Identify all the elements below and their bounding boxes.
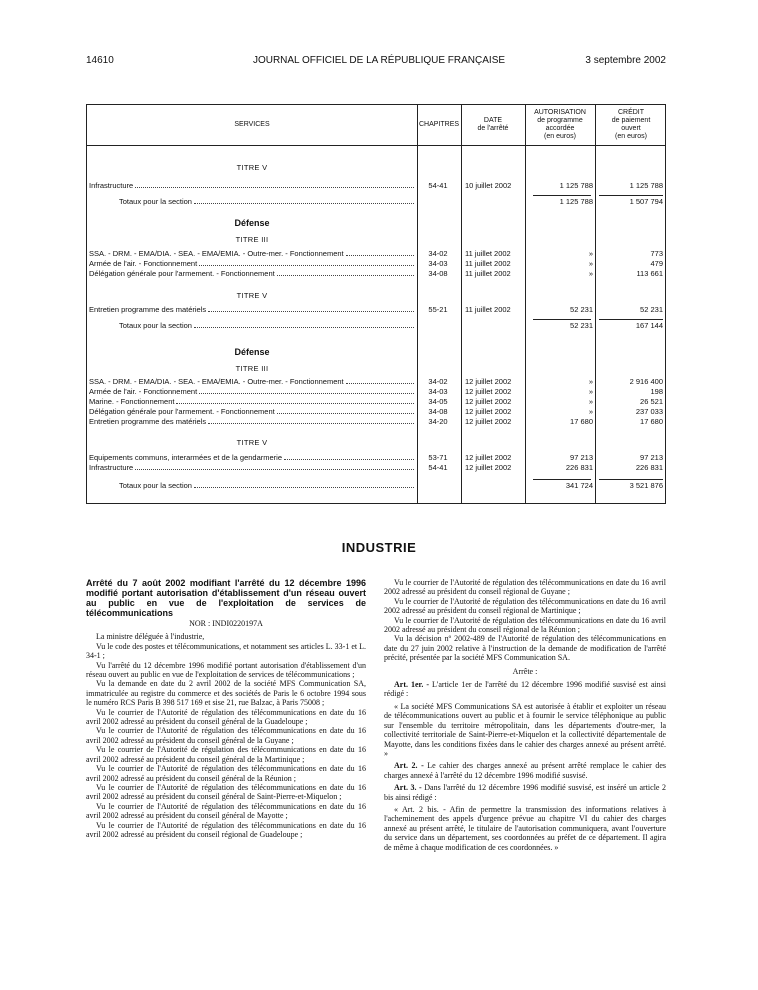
visa-paragraph: Vu l'arrêté du 12 décembre 1996 modifié portant autorisation d'établissement d'un réseau ouvert au public en vue de l'exploitation de services de télécommunications ; — [86, 660, 366, 680]
table-total-row — [87, 481, 667, 491]
chapitre-cell: 34-05 — [428, 397, 448, 406]
titre-heading: TITRE III — [235, 364, 269, 373]
header-autorisation: AUTORISATION de programme accordée (en euros) — [534, 109, 586, 140]
decree-title: Arrêté du 7 août 2002 modifiant l'arrêté du 12 décembre 1996 modifié portant autorisation d'établissement d'un réseau ouvert au public en vue de l'exploitation de services de télécommunications — [86, 578, 366, 618]
autorisation-cell: » — [588, 377, 593, 386]
visa-paragraph: Vu le courrier de l'Autorité de régulation des télécommunications en date du 16 avril 2002 adressé au président du conseil régional de Martinique ; — [384, 596, 666, 616]
table-row — [87, 453, 667, 463]
credit-cell: 52 231 — [640, 305, 663, 314]
titre-heading: TITRE V — [236, 291, 268, 300]
visa-paragraph: Vu le courrier de l'Autorité de régulation des télécommunications en date du 16 avril 2002 adressé au président du conseil régional de la Réunion ; — [384, 615, 666, 635]
table-row — [87, 397, 667, 407]
journal-title: JOURNAL OFFICIEL DE LA RÉPUBLIQUE FRANÇAISE — [252, 55, 506, 66]
visa-paragraph: Vu le courrier de l'Autorité de régulation des télécommunications en date du 16 avril 2002 adressé au président du conseil régional de Guadeloupe ; — [86, 820, 366, 839]
right-column — [384, 578, 666, 852]
credit-cell: 3 521 876 — [629, 481, 663, 490]
table-row — [87, 269, 667, 279]
credit-cell: 2 916 400 — [629, 377, 663, 386]
chapitre-cell: 54-41 — [428, 181, 448, 190]
date-cell: 10 juillet 2002 — [465, 181, 512, 190]
credit-cell: 1 125 788 — [629, 181, 663, 190]
date-cell: 12 juillet 2002 — [465, 463, 512, 472]
autorisation-cell: » — [588, 387, 593, 396]
date-cell: 12 juillet 2002 — [465, 453, 512, 462]
visa-paragraph: Vu la demande en date du 2 avril 2002 de la société MFS Communication SA, immatriculée au registre du commerce et des sociétés de Paris le 6 octobre 1994 sous le numéro RCS Paris B 398 517 169 et sise 21, rue Balzac, à Paris 75008 ; — [86, 679, 366, 708]
credit-cell: 198 — [650, 387, 663, 396]
visa-paragraph: Vu le courrier de l'Autorité de régulation des télécommunications en date du 16 avril 2002 adressé au président du conseil régional de Guyane ; — [384, 578, 666, 597]
chapitre-cell: 34-02 — [428, 249, 448, 258]
date-cell: 12 juillet 2002 — [465, 397, 512, 406]
titre-heading: TITRE V — [236, 438, 268, 447]
service-cell: Délégation générale pour l'armement. - Fonctionnement — [89, 269, 415, 279]
visa-paragraph: Vu le courrier de l'Autorité de régulation des télécommunications en date du 16 avril 2002 adressé au président du conseil général de Saint-Pierre-et-Miquelon ; — [86, 782, 366, 802]
subtotal-rule — [533, 319, 591, 320]
service-cell: Marine. - Fonctionnement — [89, 397, 415, 407]
table-row — [87, 407, 667, 417]
autorisation-cell: » — [588, 269, 593, 278]
chapitre-cell: 55-21 — [428, 305, 448, 314]
chapitre-cell: 54-41 — [428, 463, 448, 472]
table-row — [87, 387, 667, 397]
subtotal-rule — [533, 195, 591, 196]
autorisation-cell: 52 231 — [570, 321, 593, 330]
article-1: Art. 1er. - L'article 1er de l'arrêté du 12 décembre 1996 modifié susvisé est ainsi rédigé : — [384, 680, 666, 699]
service-cell: Totaux pour la section — [119, 481, 415, 491]
service-cell: Totaux pour la section — [119, 197, 415, 207]
visa-paragraph: Vu le courrier de l'Autorité de régulation des télécommunications en date du 16 avril 2002 adressé au président du conseil général de la Martinique ; — [86, 745, 366, 764]
autorisation-cell: » — [588, 249, 593, 258]
autorisation-cell: 1 125 788 — [559, 181, 593, 190]
service-cell: Equipements communs, interarmées et de la gendarmerie — [89, 453, 415, 463]
chapitre-cell: 34-02 — [428, 377, 448, 386]
article-2: Art. 2. - Le cahier des charges annexé au présent arrêté remplace le cahier des charges annexé à l'arrêté du 12 décembre 1996 modifié susvisé. — [384, 761, 666, 780]
autorisation-cell: 226 831 — [565, 463, 593, 472]
autorisation-cell: » — [588, 259, 593, 268]
date-cell: 12 juillet 2002 — [465, 407, 512, 416]
credits-table — [86, 104, 666, 504]
credit-cell: 26 521 — [640, 397, 663, 406]
header-credit: CRÉDIT de paiement ouvert (en euros) — [611, 109, 651, 140]
visa-paragraph: Vu le courrier de l'Autorité de régulation des télécommunications en date du 16 avril 2002 adressé au président du conseil général de la Réunion ; — [86, 764, 366, 783]
autorisation-cell: 97 213 — [570, 453, 593, 462]
chapitre-cell: 34-08 — [428, 407, 448, 416]
page-number: 14610 — [86, 55, 114, 66]
autorisation-cell: 52 231 — [570, 305, 593, 314]
service-cell: SSA. - DRM. - EMA/DIA. - SEA. - EMA/EMIA. - Outre-mer. - Fonctionnement — [89, 249, 415, 259]
credit-cell: 97 213 — [640, 453, 663, 462]
credit-cell: 113 661 — [636, 269, 663, 278]
chapitre-cell: 34-03 — [428, 259, 448, 268]
autorisation-cell: 17 680 — [570, 417, 593, 426]
credit-cell: 237 033 — [635, 407, 663, 416]
service-cell: Totaux pour la section — [119, 321, 415, 331]
header-services: SERVICES — [234, 121, 270, 128]
table-row — [87, 463, 667, 473]
chapitre-cell: 34-03 — [428, 387, 448, 396]
table-total-row — [87, 197, 667, 207]
table-row — [87, 259, 667, 269]
ministry-heading: Défense — [234, 218, 270, 228]
date-cell: 12 juillet 2002 — [465, 377, 512, 386]
table-total-row — [87, 321, 667, 331]
visa-paragraph: La ministre déléguée à l'industrie, — [96, 632, 205, 642]
date-cell: 11 juillet 2002 — [465, 249, 511, 258]
article-3: Art. 3. - Dans l'arrêté du 12 décembre 1996 modifié susvisé, est inséré un article 2 bis ainsi rédigé : — [384, 783, 666, 802]
table-row — [87, 181, 667, 191]
table-row — [87, 305, 667, 315]
service-cell: Entretien programme des matériels — [89, 305, 415, 315]
credit-cell: 1 507 794 — [629, 197, 663, 206]
subtotal-rule — [599, 479, 663, 480]
date-cell: 11 juillet 2002 — [465, 305, 511, 314]
visa-paragraph: Vu le courrier de l'Autorité de régulation des télécommunications en date du 16 avril 2002 adressé au président du conseil général de la Guadeloupe ; — [86, 707, 366, 727]
credit-cell: 226 831 — [635, 463, 663, 472]
service-cell: Armée de l'air. - Fonctionnement — [89, 259, 415, 269]
service-cell: Délégation générale pour l'armement. - Fonctionnement — [89, 407, 415, 417]
issue-date: 3 septembre 2002 — [585, 55, 666, 66]
credit-cell: 773 — [650, 249, 663, 258]
visa-paragraph: Vu le code des postes et télécommunications, et notamment ses articles L. 33-1 et L. 34-1 ; — [86, 641, 366, 661]
autorisation-cell: 1 125 788 — [559, 197, 593, 206]
table-row — [87, 417, 667, 427]
service-cell: Entretien programme des matériels — [89, 417, 415, 427]
date-cell: 12 juillet 2002 — [465, 387, 512, 396]
section-title: INDUSTRIE — [341, 540, 417, 555]
credit-cell: 17 680 — [640, 417, 663, 426]
visa-paragraph: Vu la décision nº 2002-489 de l'Autorité de régulation des télécommunications en date du 27 juin 2002 relative à l'instruction de la demande de modification de l'arrêté précité, présentée par la société MFS Communication SA. — [384, 634, 666, 663]
subtotal-rule — [533, 479, 591, 480]
date-cell: 11 juillet 2002 — [465, 269, 511, 278]
subtotal-rule — [599, 195, 663, 196]
header-chapitres: CHAPITRES — [418, 121, 460, 128]
visa-paragraph: Vu le courrier de l'Autorité de régulation des télécommunications en date du 16 avril 2002 adressé au président du conseil général de Mayotte ; — [86, 801, 366, 821]
chapitre-cell: 53-71 — [428, 453, 448, 462]
left-column — [86, 578, 366, 839]
article-1-quote: « La société MFS Communications SA est autorisée à établir et exploiter un réseau de télécommunications ouvert au public et à fournir le service téléphonique au public sur l'ensemble du territoire métropolitain, dans les départements d'outre-mer, la collectivité territoriale de Saint-Pierre-et-Miquelon et la collectivité départementale de Mayotte, dans les conditions fixées dans le cahier des charges annexé au présent arrêté. » — [384, 701, 666, 758]
table-row — [87, 377, 667, 387]
autorisation-cell: » — [588, 407, 593, 416]
service-cell: Infrastructure — [89, 181, 415, 191]
credit-cell: 167 144 — [635, 321, 663, 330]
autorisation-cell: » — [588, 397, 593, 406]
credit-cell: 479 — [650, 259, 663, 268]
visa-paragraph: Vu le courrier de l'Autorité de régulation des télécommunications en date du 16 avril 2002 adressé au président du conseil général de la Guyane ; — [86, 726, 366, 745]
service-cell: Infrastructure — [89, 463, 415, 473]
service-cell: Armée de l'air. - Fonctionnement — [89, 387, 415, 397]
autorisation-cell: 341 724 — [565, 481, 593, 490]
date-cell: 11 juillet 2002 — [465, 259, 511, 268]
arrete-heading: Arrête : — [512, 666, 538, 676]
nor-reference: NOR : INDI0220197A — [189, 619, 263, 628]
subtotal-rule — [599, 319, 663, 320]
ministry-heading: Défense — [234, 347, 270, 357]
header-date: DATE de l'arrêté — [477, 117, 509, 132]
article-3-quote: « Art. 2 bis. - Afin de permettre la transmission des informations relatives à l'acheminement des appels d'urgence prévue au chapitre VI du cahier des charges annexé au présent arrêté, le titulaire de l'autorisation communiquera, avant l'ouverture du service dans un département, ses coordonnées au préfet de ce département. Il agira de même à chaque modification de ces coordonnées. » — [384, 804, 666, 852]
titre-heading: TITRE III — [235, 235, 269, 244]
page-header — [0, 55, 758, 69]
table-row — [87, 249, 667, 259]
date-cell: 12 juillet 2002 — [465, 417, 512, 426]
service-cell: SSA. - DRM. - EMA/DIA. - SEA. - EMA/EMIA. - Outre-mer. - Fonctionnement — [89, 377, 415, 387]
chapitre-cell: 34-20 — [428, 417, 448, 426]
chapitre-cell: 34-08 — [428, 269, 448, 278]
titre-heading: TITRE V — [236, 163, 268, 172]
